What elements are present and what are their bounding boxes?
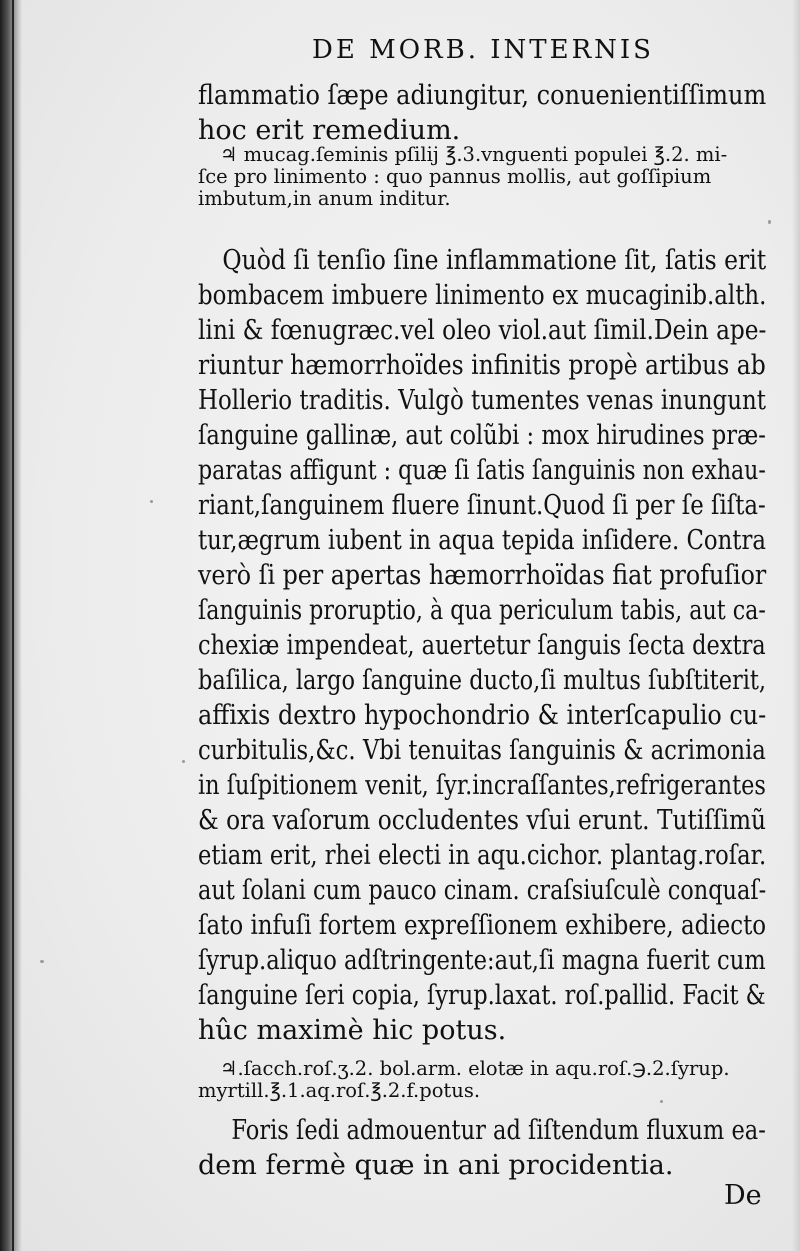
paper-speck [40,960,44,963]
text-line: hoc erit remedium. [198,115,461,146]
recipe-2 [198,1058,730,1102]
text-line: baſilica, largo ſanguine ducto,ſi multus ſubſtiterit, [198,665,767,696]
text-line: ſyrup.aliquo adſtringente:aut,ſi magna fuerit cum [198,945,766,976]
recipe-line: ♃ mucag.ſeminis pſilij ℥.3.vnguenti populei ℥.2. mi- [220,143,728,166]
binding-gutter-line [12,0,14,1251]
text-line: paratas affigunt : quæ ſi ſatis ſanguinis non exhau- [198,455,766,486]
binding-shadow [0,0,22,1251]
running-head: DE MORB. INTERNIS [312,35,654,65]
text-line: riuntur hæmorrhoïdes infinitis propè artibus ab [198,350,766,381]
recipe-line: myrtill.℥.1.aq.roſ.℥.2.f.potus. [198,1079,481,1102]
text-line: flammatio ſæpe adiungitur, conuenientiſſimum [198,80,767,111]
text-line: curbitulis,&c. Vbi tenuitas ſanguinis & acrimonia [198,735,766,766]
text-line: hûc maximè hic potus. [198,1015,507,1046]
text-line: chexiæ impendeat, auertetur ſanguis ſecta dextra [198,630,766,661]
paragraph-3 [198,1113,800,1183]
recipe-line: ♃.ſacch.roſ.ʒ.2. bol.arm. elotæ in aqu.roſ.℈.2.ſyrup. [220,1057,730,1080]
text-line: dem fermè quæ in ani procidentia. [198,1150,674,1181]
paragraph-1 [198,78,800,148]
text-line: ſanguinis proruptio, à qua periculum tabis, aut ca- [198,595,766,626]
recipe-line: ſce pro linimento : quo pannus mollis, aut goſſipium [198,165,712,188]
paper-speck [768,220,771,224]
text-line: ſato infuſi fortem expreſſionem exhibere, adiecto [198,910,767,941]
recipe-line: imbutum,in anum inditur. [198,187,451,210]
catchword: De [724,1180,762,1211]
paragraph-2 [198,243,800,1048]
text-line: aut ſolani cum pauco cinam. craſsiuſculè conquaſ- [198,875,767,906]
text-line: bombacem imbuere linimento ex mucaginib.alth. [198,280,767,311]
text-line: & ora vaſorum occludentes vſui erunt. Tutiſſimũ [198,805,767,836]
text-line: lini & fœnugræc.vel oleo viol.aut ſimil.Dein ape- [198,315,767,346]
text-line: Foris ſedi admouentur ad ſiſtendum fluxum ea- [231,1115,766,1146]
recipe-1 [198,144,727,210]
text-line: verò ſi per apertas hæmorrhoïdas fiat profuſior [198,560,767,591]
text-line: tur,ægrum iubent in aqua tepida inſidere. Contra [198,525,766,556]
text-line: Quòd ſi tenſio ſine inflammatione ſit, ſatis erit [222,245,767,276]
paper-speck [182,760,185,763]
text-line: in ſuſpitionem venit, ſyr.incraſſantes,refrigerantes [198,770,766,801]
paper-speck [150,500,153,503]
text-line: etiam erit, rhei electi in aqu.cichor. plantag.roſar. [198,840,767,871]
text-line: ſanguine ſeri copia, ſyrup.laxat. roſ.pallid. Facit & [198,980,766,1011]
text-line: riant,ſanguinem fluere ſinunt.Quod ſi per ſe ſiſta- [198,490,766,521]
text-line: affixis dextro hypochondrio & interſcapulio cu- [198,700,767,731]
text-line: ſanguine gallinæ, aut colũbi : mox hirudines præ- [198,420,766,451]
text-line: Hollerio traditis. Vulgò tumentes venas inungunt [198,385,766,416]
